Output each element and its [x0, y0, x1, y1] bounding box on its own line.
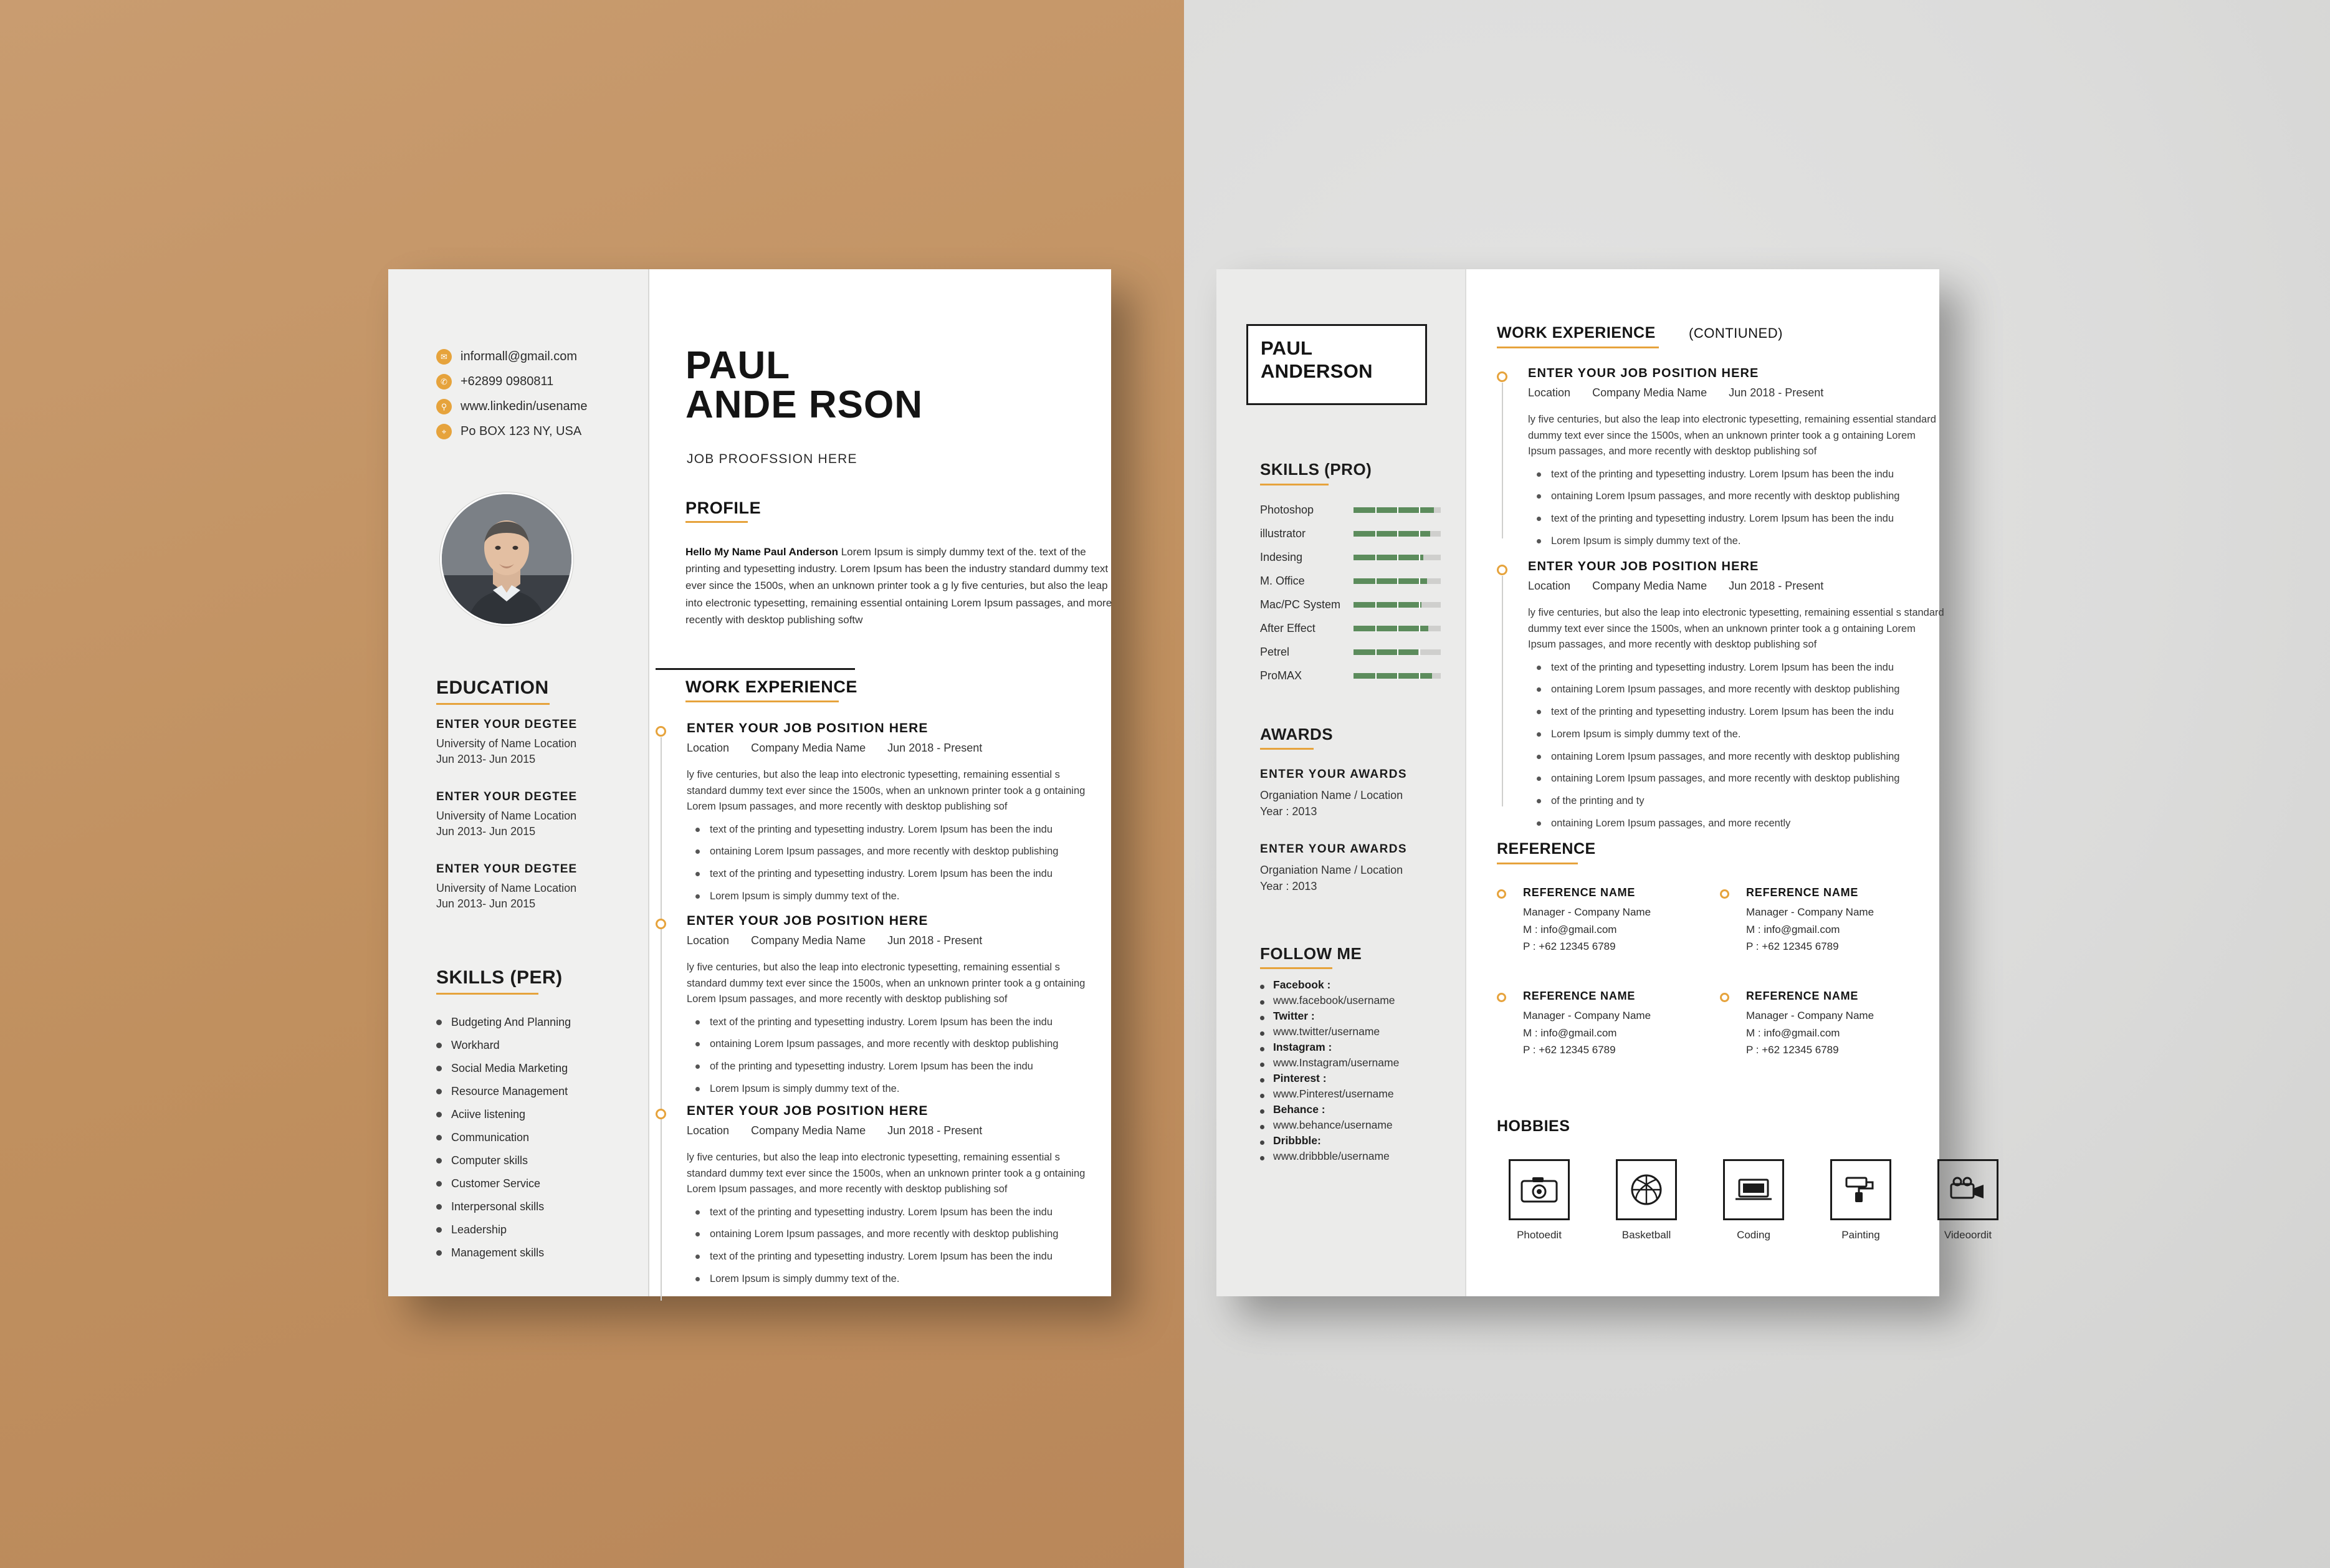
education-item — [436, 790, 577, 839]
profile-text — [685, 543, 1115, 628]
bullet-icon — [436, 1089, 442, 1094]
work-experience-item — [656, 721, 1117, 904]
social-url[interactable]: www.Pinterest/username — [1273, 1088, 1394, 1100]
skill-bar-row — [1260, 527, 1459, 540]
bullet-icon — [436, 1181, 442, 1187]
skills-pro-underline — [1260, 484, 1329, 485]
reference-email: M : info@gmail.com — [1523, 1026, 1617, 1039]
skill-bar-track — [1354, 531, 1441, 537]
job-title: ENTER YOUR JOB POSITION HERE — [687, 721, 929, 735]
education-school: University of Name Location — [436, 882, 577, 894]
bullet-icon — [1537, 710, 1541, 714]
skill-bar-row — [1260, 598, 1459, 611]
bullet-icon — [695, 849, 700, 854]
reference-marker-icon — [1497, 889, 1506, 899]
job-company: Company Media Name — [1592, 580, 1707, 592]
page-title — [685, 344, 924, 427]
hobby-caption: Basketball — [1621, 1229, 1671, 1241]
job-meta — [1528, 580, 1970, 593]
bullet-icon — [1260, 1063, 1264, 1067]
bullet-icon — [436, 1158, 442, 1164]
list-item: text of the printing and typesetting industry. Lorem Ipsum has been the indu — [1528, 511, 1970, 527]
work-experience-heading: WORK EXPERIENCE — [685, 677, 858, 696]
bullet-icon — [695, 1232, 700, 1236]
job-company: Company Media Name — [751, 1124, 866, 1137]
education-dates: Jun 2013- Jun 2015 — [436, 897, 536, 910]
bullet-icon — [695, 1210, 700, 1215]
social-label: Pinterest : — [1273, 1072, 1327, 1084]
list-item: ontaining Lorem Ipsum passages, and more recently with desktop publishing — [1528, 489, 1970, 504]
list-item[interactable] — [1260, 1025, 1466, 1038]
hobby-item — [1710, 1159, 1797, 1241]
education-degree: ENTER YOUR DEGTEE — [436, 718, 578, 731]
reference-phone: P : +62 12345 6789 — [1523, 1044, 1616, 1056]
skill-label: Mac/PC System — [1260, 598, 1341, 611]
reference-marker-icon — [1497, 993, 1506, 1002]
hobbies-list — [1496, 1159, 2032, 1241]
contact-row — [436, 424, 587, 439]
bullet-icon — [1260, 985, 1264, 989]
education-degree: ENTER YOUR DEGTEE — [436, 790, 578, 803]
reference-role: Manager - Company Name — [1746, 1010, 1874, 1021]
award-year: Year : 2013 — [1260, 805, 1317, 818]
list-item: Resource Management — [436, 1085, 661, 1098]
skills-pro-list — [1260, 504, 1459, 693]
bullet-icon — [1537, 777, 1541, 781]
job-title: ENTER YOUR JOB POSITION HERE — [687, 1104, 929, 1118]
skill-label: Petrel — [1260, 646, 1290, 658]
skill-bar-row — [1260, 575, 1459, 588]
bullet-icon — [436, 1135, 442, 1140]
phone-icon: ✆ — [436, 374, 452, 390]
reference-phone: P : +62 12345 6789 — [1746, 940, 1839, 952]
list-item: ontaining Lorem Ipsum passages, and more recently with desktop publishing — [687, 844, 1117, 859]
list-item: text of the printing and typesetting industry. Lorem Ipsum has been the indu — [1528, 660, 1970, 676]
video-camera-icon — [1937, 1159, 1998, 1220]
bullet-icon — [1260, 1094, 1264, 1098]
list-item: text of the printing and typesetting industry. Lorem Ipsum has been the indu — [687, 1205, 1117, 1220]
bullet-icon — [1537, 472, 1541, 477]
hobby-item — [1924, 1159, 2012, 1241]
job-paragraph: ly five centuries, but also the leap into electronic typesetting, remaining essential s standard dummy text ever since the 1500s, when an unknown printer took a g ontaining Lorem Ipsum passages, and more recently with desktop publishing sof — [687, 962, 1086, 1005]
skills-per-heading: SKILLS (PER) — [436, 967, 563, 988]
list-item: Leadership — [436, 1223, 661, 1236]
follow-me-underline — [1260, 967, 1332, 969]
job-dates: Jun 2018 - Present — [887, 742, 983, 754]
skill-bar-track — [1354, 507, 1441, 513]
reference-role: Manager - Company Name — [1523, 906, 1651, 918]
skill-bar-fill — [1354, 602, 1421, 608]
skill-bar-row — [1260, 669, 1459, 682]
paint-roller-icon — [1830, 1159, 1891, 1220]
job-bullets — [1528, 467, 1970, 549]
reference-email: M : info@gmail.com — [1746, 1026, 1840, 1039]
bullet-icon — [1260, 1000, 1264, 1005]
work-experience-item — [1497, 560, 1970, 831]
reference-card — [1497, 990, 1734, 1058]
work-experience-item — [656, 914, 1117, 1097]
bullet-icon — [695, 1087, 700, 1091]
job-company: Company Media Name — [751, 934, 866, 947]
bullet-icon — [436, 1066, 442, 1071]
timeline-line — [661, 930, 662, 1120]
award-year: Year : 2013 — [1260, 880, 1317, 893]
skill-label: Indesing — [1260, 551, 1303, 563]
contact-phone: +62899 0980811 — [461, 375, 554, 388]
list-item — [1260, 1010, 1466, 1023]
hobbies-heading: HOBBIES — [1497, 1117, 1570, 1135]
envelope-icon: ✉ — [436, 349, 452, 365]
job-bullets — [687, 1015, 1117, 1097]
timeline-line — [1502, 383, 1503, 538]
reference-underline — [1497, 863, 1578, 864]
work-experience-rule — [656, 668, 855, 670]
job-title: ENTER YOUR JOB POSITION HERE — [1528, 560, 1759, 573]
award-org: Organiation Name / Location — [1260, 789, 1403, 801]
list-item — [1260, 1103, 1466, 1116]
last-name: ANDE RSON — [685, 383, 924, 427]
bullet-icon — [1537, 755, 1541, 759]
list-item[interactable] — [1260, 1119, 1466, 1132]
job-location: Location — [687, 1124, 730, 1137]
bullet-icon — [695, 1064, 700, 1069]
skill-bar-row — [1260, 551, 1459, 564]
list-item: Communication — [436, 1131, 661, 1144]
bullet-icon — [1537, 799, 1541, 803]
bullet-icon — [1260, 1031, 1264, 1036]
bullet-icon — [1537, 494, 1541, 499]
reference-role: Manager - Company Name — [1746, 906, 1874, 918]
social-url[interactable]: www.twitter/username — [1273, 1025, 1380, 1038]
last-name: ANDERSON — [1261, 360, 1373, 382]
name-badge — [1246, 324, 1427, 405]
list-item: ontaining Lorem Ipsum passages, and more recently with desktop publishing — [1528, 682, 1970, 697]
list-item: ontaining Lorem Ipsum passages, and more recently with desktop publishing — [1528, 771, 1970, 786]
award-title: ENTER YOUR AWARDS — [1260, 768, 1407, 781]
globe-icon: ⚲ — [436, 399, 452, 414]
timeline-marker-icon — [1497, 371, 1507, 382]
reference-card — [1497, 886, 1734, 955]
job-paragraph: ly five centuries, but also the leap into electronic typesetting, remaining essential s standard dummy text ever since the 1500s, when an unknown printer took a g ontaining Lorem Ipsum passages, and more recently with desktop publishing sof — [687, 1152, 1086, 1195]
basketball-icon — [1616, 1159, 1677, 1220]
skill-bar-fill — [1354, 626, 1428, 631]
contact-block — [436, 349, 587, 449]
skills-per-underline — [436, 993, 538, 995]
job-dates: Jun 2018 - Present — [1729, 386, 1824, 399]
first-name: PAUL — [1261, 337, 1313, 359]
bullet-icon — [1260, 1078, 1264, 1083]
reference-card — [1720, 886, 1957, 955]
avatar — [440, 492, 573, 626]
list-item: ontaining Lorem Ipsum passages, and more recently with desktop publishing — [687, 1036, 1117, 1052]
bullet-icon — [695, 1255, 700, 1259]
list-item: text of the printing and typesetting industry. Lorem Ipsum has been the indu — [687, 866, 1117, 882]
skill-bar-track — [1354, 649, 1441, 655]
education-school: University of Name Location — [436, 737, 577, 750]
location-icon: ⌖ — [436, 424, 452, 439]
reference-role: Manager - Company Name — [1523, 1010, 1651, 1021]
hobby-caption: Videoordit — [1944, 1229, 1992, 1241]
skill-label: After Effect — [1260, 622, 1315, 634]
award-title: ENTER YOUR AWARDS — [1260, 843, 1407, 856]
education-degree: ENTER YOUR DEGTEE — [436, 863, 578, 876]
education-dates: Jun 2013- Jun 2015 — [436, 752, 536, 765]
work-experience-underline — [685, 700, 839, 702]
profile-underline — [685, 521, 748, 523]
skill-bar-fill — [1354, 555, 1423, 560]
follow-me-heading: FOLLOW ME — [1260, 944, 1362, 963]
contact-address: Po BOX 123 NY, USA — [461, 424, 582, 438]
social-url[interactable]: www.dribbble/username — [1273, 1150, 1390, 1162]
awards-heading: AWARDS — [1260, 725, 1334, 743]
bullet-icon — [436, 1227, 442, 1233]
job-dates: Jun 2018 - Present — [887, 1124, 983, 1137]
education-dates: Jun 2013- Jun 2015 — [436, 825, 536, 838]
hobby-caption: Photoedit — [1517, 1229, 1562, 1241]
list-item: Aciive listening — [436, 1108, 661, 1121]
social-label: Dribbble: — [1273, 1134, 1321, 1147]
list-item: text of the printing and typesetting industry. Lorem Ipsum has been the indu — [687, 822, 1117, 838]
bullet-icon — [1537, 666, 1541, 670]
award-item — [1260, 768, 1407, 820]
skills-per-list — [436, 1016, 661, 1269]
skill-bar-track — [1354, 578, 1441, 584]
skill-label: ProMAX — [1260, 669, 1302, 682]
skill-bar-fill — [1354, 673, 1432, 679]
hobby-caption: Painting — [1841, 1229, 1880, 1241]
reference-email: M : info@gmail.com — [1746, 923, 1840, 935]
job-meta — [1528, 386, 1970, 399]
timeline-line — [661, 1120, 662, 1301]
list-item[interactable] — [1260, 994, 1466, 1007]
bullet-icon — [1260, 1140, 1264, 1145]
hobby-item — [1496, 1159, 1583, 1241]
education-heading: EDUCATION — [436, 677, 549, 698]
timeline-line — [661, 737, 662, 930]
social-label: Twitter : — [1273, 1010, 1315, 1022]
list-item: Budgeting And Planning — [436, 1016, 661, 1029]
avatar-illustration — [442, 494, 571, 624]
work-experience-item — [1497, 366, 1970, 549]
reference-heading: REFERENCE — [1497, 840, 1596, 858]
list-item: Social Media Marketing — [436, 1062, 661, 1075]
job-bullets — [687, 822, 1117, 904]
job-company: Company Media Name — [751, 742, 866, 754]
work-experience-underline — [1497, 347, 1659, 348]
list-item: ontaining Lorem Ipsum passages, and more recently — [1528, 816, 1970, 831]
contact-row — [436, 374, 587, 390]
list-item: Interpersonal skills — [436, 1200, 661, 1213]
skill-bar-track — [1354, 626, 1441, 631]
profile-lead: Hello My Name Paul Anderson — [685, 546, 838, 558]
job-company: Company Media Name — [1592, 386, 1707, 399]
job-bullets — [687, 1205, 1117, 1287]
bullet-icon — [1260, 1125, 1264, 1129]
reference-phone: P : +62 12345 6789 — [1523, 940, 1616, 952]
job-meta — [687, 934, 1117, 947]
list-item[interactable] — [1260, 1150, 1466, 1163]
social-label: Facebook : — [1273, 978, 1331, 991]
bullet-icon — [695, 1042, 700, 1046]
skill-bar-row — [1260, 504, 1459, 517]
contact-email: informall@gmail.com — [461, 350, 578, 363]
job-paragraph: ly five centuries, but also the leap into electronic typesetting, remaining essential s standard dummy text ever since the 1500s, when an unknown printer took a g ontaining Lorem Ipsum passages, and more recently with desktop publishing sof — [1528, 607, 1944, 651]
social-url[interactable]: www.behance/username — [1273, 1119, 1393, 1131]
bullet-icon — [1537, 821, 1541, 826]
skill-label: Photoshop — [1260, 504, 1314, 516]
skills-pro-heading: SKILLS (PRO) — [1260, 460, 1372, 479]
social-label: Behance : — [1273, 1103, 1325, 1116]
education-underline — [436, 703, 550, 705]
list-item: Customer Service — [436, 1177, 661, 1190]
timeline-marker-icon — [1497, 565, 1507, 575]
bullet-icon — [1260, 1156, 1264, 1160]
job-dates: Jun 2018 - Present — [887, 934, 983, 947]
reference-name: REFERENCE NAME — [1746, 990, 1859, 1002]
social-url[interactable]: www.Instagram/username — [1273, 1056, 1400, 1069]
list-item — [1260, 1134, 1466, 1147]
list-item: of the printing and typesetting industry. Lorem Ipsum has been the indu — [687, 1059, 1117, 1074]
list-item: text of the printing and typesetting industry. Lorem Ipsum has been the indu — [687, 1249, 1117, 1264]
skill-bar-track — [1354, 673, 1441, 679]
list-item: of the printing and ty — [1528, 793, 1970, 809]
job-paragraph: ly five centuries, but also the leap into electronic typesetting, remaining essential s standard dummy text ever since the 1500s, when an unknown printer took a g ontaining Lorem Ipsum passages, and more recently with desktop publishing sof — [687, 769, 1086, 813]
first-name: PAUL — [685, 344, 791, 387]
list-item — [1260, 1072, 1466, 1085]
job-dates: Jun 2018 - Present — [1729, 580, 1824, 592]
profile-body: Lorem Ipsum is simply dummy text of the. text of the printing and typesetting industry. Lorem Ipsum has been the industry standard dummy text ever since the 1500s, when an unknown printer took a g ly five centuries, but also the leap into electronic typesetting, remaining essential ontaining Lorem Ipsum passages, and more recently with desktop publishing softw — [685, 546, 1112, 626]
list-item: Lorem Ipsum is simply dummy text of the. — [1528, 727, 1970, 742]
bullet-icon — [436, 1250, 442, 1256]
profile-heading: PROFILE — [685, 499, 762, 517]
camera-icon — [1509, 1159, 1570, 1220]
bullet-icon — [695, 894, 700, 899]
bullet-icon — [695, 828, 700, 832]
reference-name: REFERENCE NAME — [1523, 886, 1636, 899]
list-item: text of the printing and typesetting industry. Lorem Ipsum has been the indu — [687, 1015, 1117, 1030]
list-item: Management skills — [436, 1246, 661, 1260]
list-item: Lorem Ipsum is simply dummy text of the. — [687, 1271, 1117, 1287]
job-bullets — [1528, 660, 1970, 831]
job-location: Location — [1528, 580, 1571, 592]
job-meta — [687, 742, 1117, 755]
education-item — [436, 863, 577, 912]
bullet-icon — [1537, 687, 1541, 692]
bullet-icon — [695, 872, 700, 876]
list-item[interactable] — [1260, 1088, 1466, 1101]
list-item: ontaining Lorem Ipsum passages, and more recently with desktop publishing — [687, 1226, 1117, 1242]
list-item[interactable] — [1260, 1056, 1466, 1069]
work-experience-continued: (CONTIUNED) — [1689, 325, 1783, 341]
bullet-icon — [1260, 1016, 1264, 1020]
timeline-marker-icon — [656, 1109, 666, 1119]
bullet-icon — [1537, 539, 1541, 543]
reference-name: REFERENCE NAME — [1523, 990, 1636, 1002]
list-item: text of the printing and typesetting industry. Lorem Ipsum has been the indu — [1528, 704, 1970, 720]
timeline-marker-icon — [656, 726, 666, 737]
list-item: Computer skills — [436, 1154, 661, 1167]
contact-row — [436, 349, 587, 365]
skill-label: M. Office — [1260, 575, 1305, 587]
skill-bar-row — [1260, 622, 1459, 635]
bullet-icon — [436, 1112, 442, 1117]
bullet-icon — [1260, 1109, 1264, 1114]
list-item: Lorem Ipsum is simply dummy text of the. — [687, 889, 1117, 904]
skill-bar-row — [1260, 646, 1459, 659]
bullet-icon — [695, 1020, 700, 1025]
job-location: Location — [1528, 386, 1571, 399]
skill-bar-fill — [1354, 578, 1427, 584]
social-label: Instagram : — [1273, 1041, 1332, 1053]
skill-bar-track — [1354, 555, 1441, 560]
reference-name: REFERENCE NAME — [1746, 886, 1859, 899]
bullet-icon — [1260, 1047, 1264, 1051]
hobby-caption: Coding — [1737, 1229, 1770, 1241]
reference-card — [1720, 990, 1957, 1058]
list-item: Lorem Ipsum is simply dummy text of the. — [687, 1081, 1117, 1097]
list-item — [1260, 978, 1466, 992]
job-title: ENTER YOUR JOB POSITION HERE — [687, 914, 929, 928]
bullet-icon — [1537, 517, 1541, 521]
job-paragraph: ly five centuries, but also the leap into electronic typesetting, remaining essential standard dummy text ever since the 1500s, when an unknown printer took a g ontaining Lorem Ipsum passages, and more recently with desktop publishing sof — [1528, 414, 1936, 457]
hobby-item — [1817, 1159, 1904, 1241]
list-item: text of the printing and typesetting industry. Lorem Ipsum has been the indu — [1528, 467, 1970, 482]
skill-bar-track — [1354, 602, 1441, 608]
job-meta — [687, 1124, 1117, 1137]
bullet-icon — [695, 1277, 700, 1281]
award-org: Organiation Name / Location — [1260, 864, 1403, 876]
timeline-marker-icon — [656, 919, 666, 929]
list-item — [1260, 1041, 1466, 1054]
timeline-line — [1502, 576, 1503, 806]
list-item: Lorem Ipsum is simply dummy text of the. — [1528, 533, 1970, 549]
awards-underline — [1260, 748, 1314, 750]
contact-row — [436, 399, 587, 414]
skill-bar-fill — [1354, 507, 1434, 513]
follow-me-list — [1260, 978, 1466, 1165]
education-item — [436, 718, 577, 767]
job-location: Location — [687, 934, 730, 947]
contact-website: www.linkedin/usename — [461, 399, 588, 413]
bullet-icon — [436, 1043, 442, 1048]
bullet-icon — [436, 1204, 442, 1210]
reference-marker-icon — [1720, 993, 1729, 1002]
reference-phone: P : +62 12345 6789 — [1746, 1044, 1839, 1056]
education-school: University of Name Location — [436, 810, 577, 822]
skill-bar-fill — [1354, 649, 1418, 655]
job-subtitle: JOB PROOFSSION HERE — [687, 452, 857, 466]
reference-email: M : info@gmail.com — [1523, 923, 1617, 935]
skill-label: illustrator — [1260, 527, 1306, 540]
bullet-icon — [1537, 732, 1541, 737]
list-item: ontaining Lorem Ipsum passages, and more recently with desktop publishing — [1528, 749, 1970, 765]
social-url[interactable]: www.facebook/username — [1273, 994, 1395, 1006]
award-item — [1260, 843, 1407, 894]
bullet-icon — [436, 1020, 442, 1025]
laptop-icon — [1723, 1159, 1784, 1220]
reference-marker-icon — [1720, 889, 1729, 899]
job-location: Location — [687, 742, 730, 754]
list-item: Workhard — [436, 1039, 661, 1052]
hobby-item — [1603, 1159, 1690, 1241]
work-experience-heading: WORK EXPERIENCE — [1497, 324, 1656, 342]
work-experience-item — [656, 1104, 1117, 1287]
job-title: ENTER YOUR JOB POSITION HERE — [1528, 366, 1759, 380]
